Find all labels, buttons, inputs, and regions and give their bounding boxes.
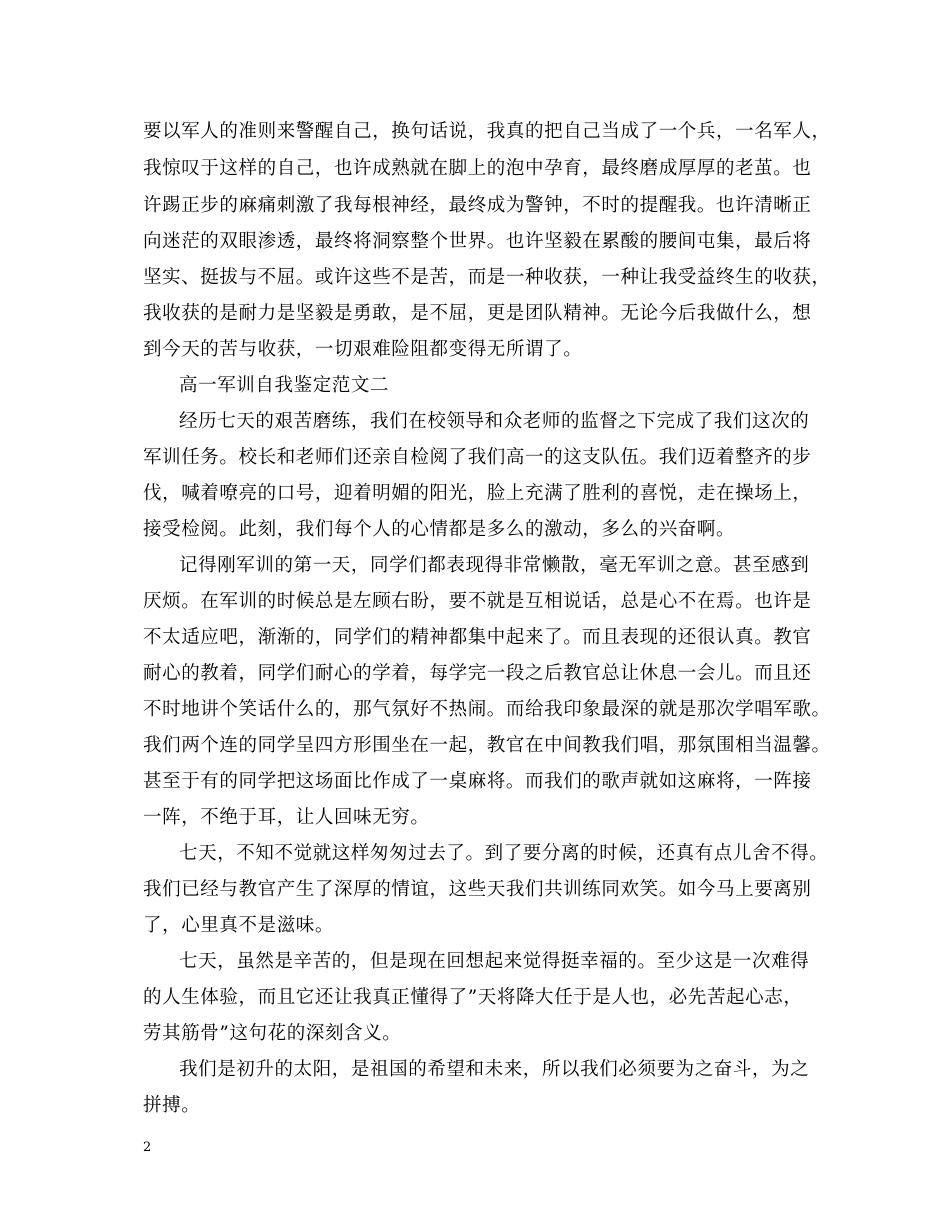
text-line: 不太适应吧，渐渐的，同学们的精神都集中起来了。而且表现的还很认真。教官 <box>143 627 812 648</box>
text-line: 向迷茫的双眼渗透，最终将洞察整个世界。也许坚毅在累酸的腰间屯集，最后将 <box>143 231 812 252</box>
text-line: 军训任务。校长和老师们还亲自检阅了我们高一的这支队伍。我们迈着整齐的步 <box>143 447 812 468</box>
text-line: 坚实、挺拔与不屈。或许这些不是苦，而是一种收获，一种让我受益终生的收获， <box>143 267 831 288</box>
text-line: 拼搏。 <box>143 1095 201 1116</box>
text-line: 接受检阅。此刻，我们每个人的心情都是多么的激动，多么的兴奋啊。 <box>143 519 736 540</box>
text-line: 记得刚军训的第一天，同学们都表现得非常懒散，毫无军训之意。甚至感到 <box>179 555 810 576</box>
text-line: 的人生体验，而且它还让我真正懂得了”天将降大任于是人也，必先苦起心志， <box>143 987 803 1008</box>
text-line: 甚至于有的同学把这场面比作成了一桌麻将。而我们的歌声就如这麻将，一阵接 <box>143 771 812 792</box>
text-line: 许踢正步的麻痛刺激了我每根神经，最终成为警钟，不时的提醒我。也许清晰正 <box>143 195 812 216</box>
text-line: 七天，不知不觉就这样匆匆过去了。到了要分离的时候，还真有点儿舍不得。 <box>179 843 829 864</box>
text-line: 伐，喊着嘹亮的口号，迎着明媚的阳光，脸上充满了胜利的喜悦，走在操场上， <box>143 483 812 504</box>
text-line: 七天，虽然是辛苦的，但是现在回想起来觉得挺幸福的。至少这是一次难得 <box>179 951 810 972</box>
text-line: 耐心的教着，同学们耐心的学着，每学完一段之后教官总让休息一会儿。而且还 <box>143 663 812 684</box>
text-line: 了，心里真不是滋味。 <box>143 915 335 936</box>
section-heading: 高一军训自我鉴定范文二 <box>179 375 390 396</box>
page-number: 2 <box>143 1140 152 1155</box>
text-line: 要以军人的准则来警醒自己，换句话说，我真的把自己当成了一个兵，一名军人， <box>143 121 831 142</box>
text-line: 不时地讲个笑话什么的，那气氛好不热闹。而给我印象最深的就是那次学唱军歌。 <box>143 699 831 720</box>
text-line: 我们已经与教官产生了深厚的情谊，这些天我们共训练同欢笑。如今马上要离别 <box>143 879 812 900</box>
text-line: 厌烦。在军训的时候总是左顾右盼，要不就是互相说话，总是心不在焉。也许是 <box>143 591 812 612</box>
text-line: 到今天的苦与收获，一切艰难险阻都变得无所谓了。 <box>143 339 583 360</box>
text-line: 我惊叹于这样的自己，也许成熟就在脚上的泡中孕育，最终磨成厚厚的老茧。也 <box>143 158 812 179</box>
text-line: 一阵，不绝于耳，让人回味无穷。 <box>143 807 430 828</box>
text-line: 我们是初升的太阳，是祖国的希望和未来，所以我们必须要为之奋斗，为之 <box>179 1059 810 1080</box>
text-line: 经历七天的艰苦磨练，我们在校领导和众老师的监督之下完成了我们这次的 <box>179 411 810 432</box>
text-line: 劳其筋骨”这句花的深刻含义。 <box>143 1023 402 1044</box>
text-line: 我收获的是耐力是坚毅是勇敢，是不屈，更是团队精神。无论今后我做什么，想 <box>143 303 812 324</box>
text-line: 我们两个连的同学呈四方形围坐在一起，教官在中间教我们唱，那氛围相当温馨。 <box>143 735 831 756</box>
